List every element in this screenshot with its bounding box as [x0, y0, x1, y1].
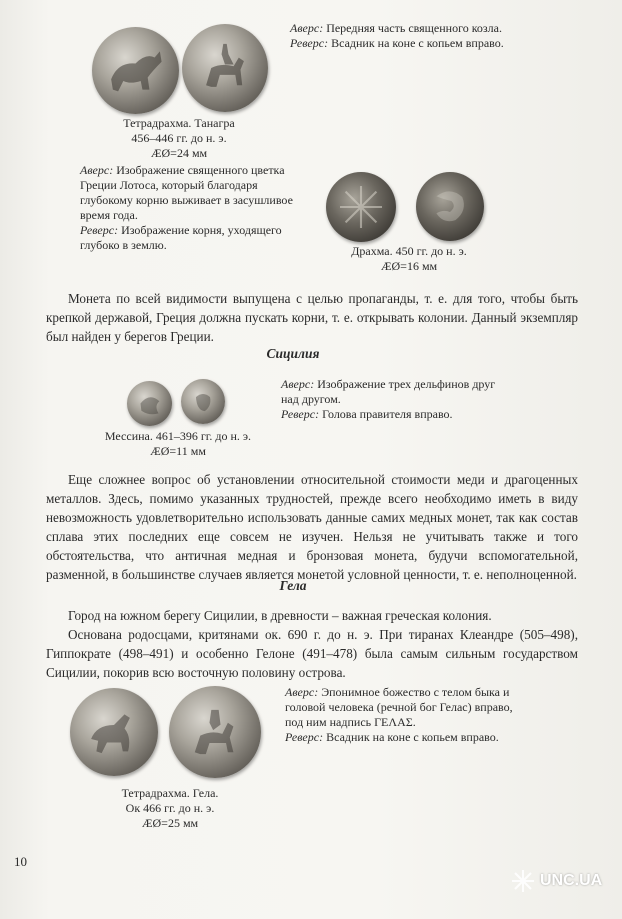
coin-caption-lotus	[334, 244, 484, 274]
coin-image-gela-reverse	[169, 686, 261, 778]
avers-label: Аверс:	[290, 21, 324, 35]
revers-text: Изображение корня, уходящего глубоко в землю.	[80, 223, 282, 252]
coin-image-lotus-reverse	[416, 172, 484, 241]
avers-text: Передняя часть священного козла.	[326, 21, 502, 35]
caption-size: ÆØ=11 мм	[150, 444, 206, 458]
page-number: 10	[14, 854, 27, 869]
caption-title: Мессина. 461–396 гг. до н. э.	[104, 429, 252, 443]
paragraph-gela-intro: Город на южном берегу Сицилии, в древности – важная греческая колония.	[68, 608, 492, 623]
coin-image-messina-obverse	[127, 381, 172, 426]
coin-caption-messina	[100, 429, 256, 459]
revers-label: Реверс:	[80, 223, 119, 237]
avers-label: Аверс:	[80, 163, 114, 177]
coin-caption-gela	[100, 786, 240, 831]
caption-size: ÆØ=24 мм	[150, 146, 208, 160]
avers-label: Аверс:	[281, 377, 315, 391]
coin-image-gela-obverse	[70, 688, 158, 776]
paragraph-copper-value: Еще сложнее вопрос об установлении относительной стоимости меди и драгоценных металлов. Здесь, помимо указанных трудностей, прежде всего необходимо иметь в виду невозможность удовлетворительно использовать данные самих медных монет, так как состав сплава этих последних еще совсем не изучен. Нельзя не учитывать также и того обстоятельства, что античная медная и бронзовая монета, будучи вспомогательной, разменной, в большинстве случаев является монетой условной ценности, т. е. неполноценной.	[46, 472, 578, 582]
section-heading-sicily: Сицилия	[266, 346, 320, 361]
coin-image-tanagra-obverse	[92, 27, 179, 114]
caption-title: Тетрадрахма. Гела.	[121, 786, 219, 800]
caption-date: Ок 466 гг. до н. э.	[125, 801, 215, 815]
coin-image-lotus-obverse	[326, 172, 396, 242]
revers-text: Всадник на коне с копьем вправо.	[331, 36, 504, 50]
coin-description-tanagra	[290, 21, 508, 51]
paragraph-propaganda: Монета по всей видимости выпущена с целью пропаганды, т. е. для того, чтобы быть крепкой державой, Греция должна пускать корни, т. е. открывать колонии. Данный экземпляр был найден у берегов Греции.	[46, 291, 578, 344]
coin-image-tanagra-reverse	[182, 24, 268, 112]
coin-caption-tanagra	[104, 116, 254, 161]
coin-description-messina	[281, 377, 503, 422]
caption-size: ÆØ=16 мм	[380, 259, 438, 273]
caption-title: Тетрадрахма. Танагра	[123, 116, 235, 130]
caption-size: ÆØ=25 мм	[141, 816, 199, 830]
revers-label: Реверс:	[285, 730, 324, 744]
watermark-star-icon	[510, 868, 536, 894]
paragraph-gela-history: Основана родосцами, критянами ок. 690 г. до н. э. При тиранах Клеандре (505–498), Гиппократе (498–491) и особенно Гелоне (491–478) была самым сильным государством Сицилии, покорив всю восточную половину острова.	[46, 627, 578, 680]
revers-text: Голова правителя вправо.	[322, 407, 453, 421]
caption-date: 456–446 гг. до н. э.	[131, 131, 227, 145]
section-heading-gela: Гела	[279, 578, 307, 593]
avers-text: Эпонимное божество с телом быка и головой человека (речной бог Гелас) вправо, под ним надпись ΓΕΛΑΣ.	[285, 685, 513, 729]
revers-label: Реверс:	[290, 36, 329, 50]
avers-text: Изображение трех дельфинов друг над другом.	[281, 377, 496, 406]
coin-description-gela	[285, 685, 513, 745]
watermark-text: UNC.UA	[540, 872, 603, 889]
coin-description-lotus	[80, 163, 296, 253]
revers-label: Реверс:	[281, 407, 320, 421]
avers-label: Аверс:	[285, 685, 319, 699]
caption-title: Драхма. 450 гг. до н. э.	[351, 244, 467, 258]
revers-text: Всадник на коне с копьем вправо.	[326, 730, 499, 744]
coin-image-messina-reverse	[181, 379, 225, 424]
avers-text: Изображение священного цветка Греции Лотоса, который благодаря глубокому корню выживает в засушливое время года.	[80, 163, 293, 222]
